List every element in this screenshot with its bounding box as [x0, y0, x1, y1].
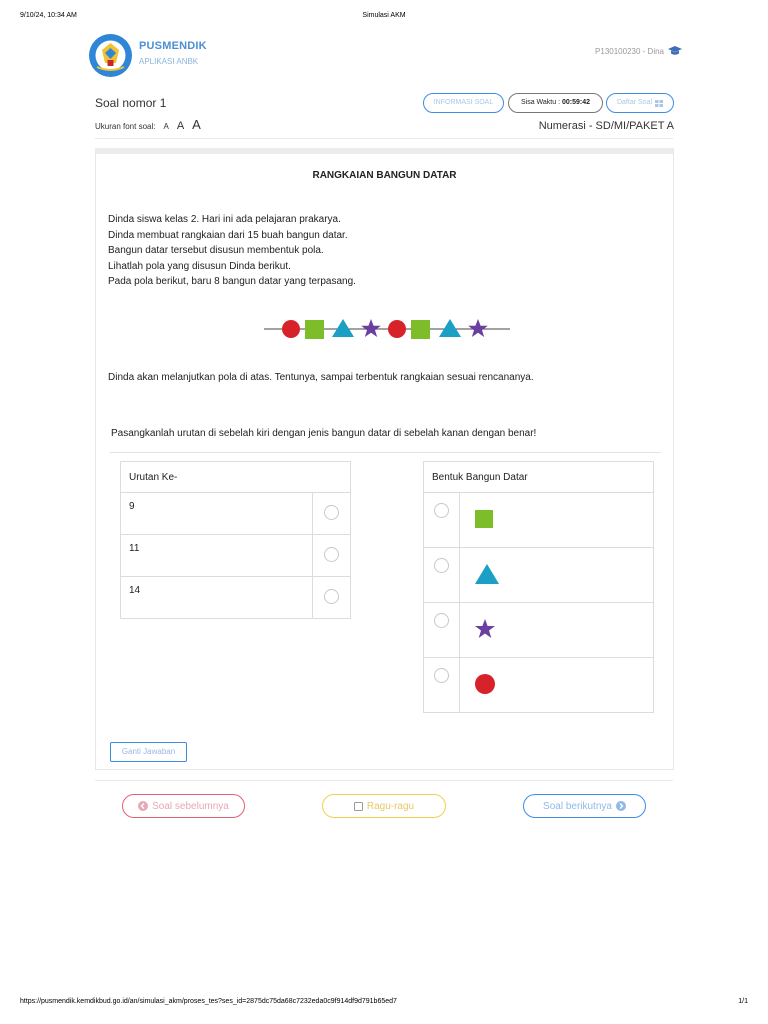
timer — [508, 93, 603, 113]
pattern-square — [411, 320, 430, 339]
table-row — [424, 603, 654, 658]
brand-subtitle: APLIKASI ANBK — [139, 57, 199, 66]
order-value: 11 — [121, 535, 313, 577]
circle-icon — [474, 673, 496, 695]
continuation-text: Dinda akan melanjutkan pola di atas. Tentunya, sampai terbentuk rangkaian sesuai rencananya. — [108, 372, 534, 383]
table-row — [424, 658, 654, 713]
pattern-star — [361, 319, 381, 337]
print-datetime: 9/10/24, 10:34 AM — [20, 12, 77, 19]
font-size-medium-button[interactable]: A — [176, 120, 185, 132]
stimulus-text — [108, 212, 356, 290]
question-number: Soal nomor 1 — [95, 96, 167, 110]
font-size-label: Ukuran font soal: — [95, 122, 156, 131]
shape-star-radio[interactable] — [434, 613, 449, 628]
change-answer-button[interactable]: Ganti Jawaban — [110, 742, 187, 762]
stimulus-line: Bangun datar tersebut disusun membentuk pola. — [108, 245, 324, 256]
grid-icon — [655, 100, 663, 107]
shape-pattern-image — [262, 315, 512, 343]
stimulus-line: Lihatlah pola yang disusun Dinda berikut. — [108, 260, 291, 272]
order-9-radio[interactable] — [324, 505, 339, 520]
previous-question-button[interactable] — [122, 794, 245, 818]
triangle-icon — [474, 563, 500, 585]
pattern-triangle — [439, 319, 461, 337]
header-divider — [95, 138, 673, 139]
brand-name: PUSMENDIK — [139, 40, 207, 52]
next-question-label: Soal berikutnya — [543, 800, 612, 812]
order-header: Urutan Ke- — [121, 462, 351, 493]
stimulus-line: Dinda siswa kelas 2. Hari ini ada pelajaran prakarya. — [108, 214, 341, 225]
order-table — [120, 461, 351, 619]
user-name: P130100230 - Dina — [595, 46, 664, 56]
font-size-control — [95, 117, 201, 132]
stimulus-line: Pada pola berikut, baru 8 bangun datar yang terpasang. — [108, 276, 356, 287]
square-icon — [474, 509, 494, 529]
stimulus-line: Dinda membuat rangkaian dari 15 buah bangun datar. — [108, 229, 348, 241]
order-value: 9 — [121, 493, 313, 535]
checkbox-icon — [354, 802, 363, 811]
order-value: 14 — [121, 577, 313, 619]
chevron-right-circle-icon — [616, 801, 626, 811]
timer-label: Sisa Waktu : — [520, 99, 561, 106]
instruction-text: Pasangkanlah urutan di sebelah kiri dengan jenis bangun datar di sebelah kanan dengan benar! — [111, 428, 537, 439]
graduation-cap-icon — [668, 46, 682, 56]
pattern-circle — [282, 320, 300, 338]
pattern-square — [305, 320, 324, 339]
app-brand — [139, 40, 207, 66]
user-info — [595, 46, 682, 56]
print-title: Simulasi AKM — [362, 12, 406, 19]
question-card — [95, 148, 674, 770]
instruction-divider — [110, 452, 661, 453]
print-footer — [20, 998, 748, 1010]
shape-triangle-radio[interactable] — [434, 558, 449, 573]
chevron-left-circle-icon — [138, 801, 148, 811]
nav-divider — [95, 780, 673, 781]
print-page-number: 1/1 — [738, 998, 748, 1005]
next-question-button[interactable] — [523, 794, 646, 818]
print-url: https://pusmendik.kemdikbud.go.id/an/simulasi_akm/proses_tes?ses_id=2875dc75da68c7232eda0c9f914df9d791b65ed7 — [20, 998, 397, 1005]
tut-wuri-handayani-logo — [88, 33, 133, 78]
star-icon — [474, 618, 496, 640]
question-title: RANGKAIAN BANGUN DATAR — [312, 170, 457, 181]
subject-label: Numerasi - SD/MI/PAKET A — [538, 120, 674, 132]
shape-table — [423, 461, 654, 713]
pattern-triangle — [332, 319, 354, 337]
shape-circle-radio[interactable] — [434, 668, 449, 683]
pattern-star — [468, 319, 488, 337]
font-size-small-button[interactable]: A — [163, 122, 169, 131]
table-row — [121, 493, 351, 535]
order-11-radio[interactable] — [324, 547, 339, 562]
shape-square-radio[interactable] — [434, 503, 449, 518]
doubt-label: Ragu-ragu — [366, 800, 415, 812]
print-header — [20, 12, 748, 24]
table-row — [424, 493, 654, 548]
table-row — [121, 535, 351, 577]
timer-value: 00:59:42 — [561, 99, 590, 106]
shape-header: Bentuk Bangun Datar — [424, 462, 654, 493]
order-14-radio[interactable] — [324, 589, 339, 604]
question-list-button[interactable] — [606, 93, 674, 113]
question-list-label: Daftar Soal — [616, 99, 653, 106]
table-row — [424, 548, 654, 603]
previous-question-label: Soal sebelumnya — [152, 800, 229, 812]
font-size-large-button[interactable]: A — [192, 117, 201, 132]
table-row — [121, 577, 351, 619]
question-info-button[interactable]: INFORMASI SOAL — [423, 93, 504, 113]
doubt-button[interactable] — [322, 794, 446, 818]
pattern-circle — [388, 320, 406, 338]
